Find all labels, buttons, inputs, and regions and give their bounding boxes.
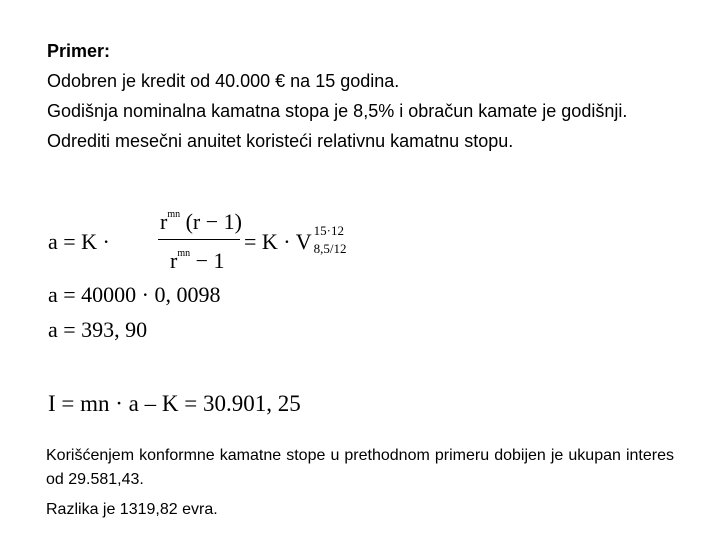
intro-line-credit: Odobren je kredit od 40.000 € na 15 godina. (47, 71, 400, 91)
fraction-bar (158, 239, 240, 240)
conclusion-difference: Razlika je 1319,82 evra. (46, 501, 218, 518)
example-title: Primer: (47, 41, 111, 61)
example-intro (47, 36, 707, 156)
formula-rhs: = K · V 15·12 8,5/12 (244, 223, 347, 256)
annuity-result: a = 393, 90 (48, 317, 148, 342)
rhs-superscript: 15·12 (313, 223, 344, 238)
numerator-exponent: mn (167, 209, 181, 220)
formula-lhs: a = K · (48, 229, 110, 254)
interest-formula: I = mn · a – K = 30.901, 25 (48, 391, 301, 416)
annuity-formula (48, 206, 368, 272)
fraction-numerator: $r^{mn}$ (r − 1) (160, 209, 242, 234)
intro-line-rate: Godišnja nominalna kamatna stopa je 8,5% i obračun kamate je godišnji. (47, 101, 628, 121)
conclusion-interest: Korišćenjem konformne kamatne stope u prethodnom primeru dobijen je ukupan interes od 29.581,43. (46, 447, 674, 488)
denominator-exponent: mn (177, 248, 191, 259)
annuity-calculation: a = 40000 · 0, 0098 (48, 282, 221, 307)
rhs-subscript: 8,5/12 (313, 241, 347, 256)
formula-fraction (156, 206, 240, 272)
conclusion (46, 444, 674, 522)
intro-line-task: Odrediti mesečni anuitet koristeći relativnu kamatnu stopu. (47, 131, 514, 151)
fraction-denominator: $r^{mn} - 1$ (170, 248, 225, 273)
